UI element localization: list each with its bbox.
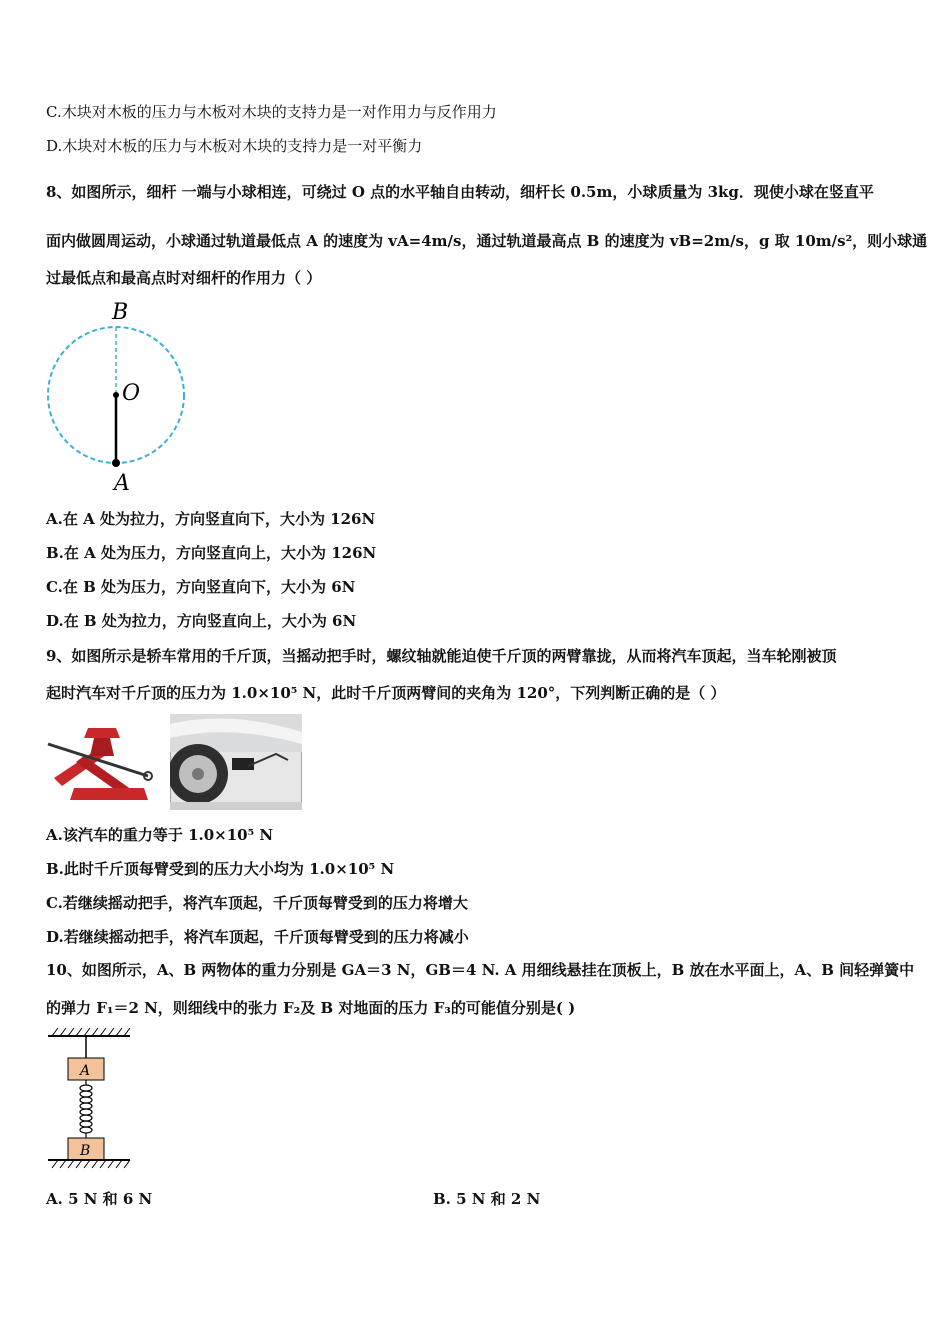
q10-option-b: B. 5 N 和 2 N (433, 1190, 541, 1208)
q9-option-a: A.该汽车的重力等于 1.0×10⁵ N (46, 826, 274, 844)
pivot-point (113, 392, 119, 398)
spring-blocks-figure (44, 1024, 136, 1170)
car-tire-photo (170, 714, 302, 810)
q8-option-b: B.在 A 处为压力，方向竖直向上，大小为 126N (46, 544, 377, 562)
q8-option-d: D.在 B 处为拉力，方向竖直向上，大小为 6N (46, 612, 357, 630)
ball (112, 459, 120, 467)
q9-option-b: B.此时千斤顶每臂受到的压力大小均为 1.0×10⁵ N (46, 860, 395, 878)
q9-stem-line2: 起时汽车对千斤顶的压力为 1.0×10⁵ N，此时千斤顶两臂间的夹角为 120°，下列判断正确的是（ ） (46, 684, 726, 702)
label-b: B (112, 300, 129, 325)
q7-option-c: C.木块对木板的压力与木板对木块的支持力是一对作用力与反作用力 (46, 103, 497, 121)
block-a-label: A (80, 1063, 91, 1079)
label-a: A (114, 471, 130, 496)
q8-stem-line1: 8、如图所示，细杆 一端与小球相连，可绕过 O 点的水平轴自由转动，细杆长 0.5m，小球质量为 3kg．现使小球在竖直平 (46, 183, 874, 201)
q7-option-d: D.木块对木板的压力与木板对木块的支持力是一对平衡力 (46, 137, 423, 155)
q8-stem-line3: 过最低点和最高点时对细杆的作用力（ ） (46, 269, 322, 287)
spring (80, 1080, 92, 1138)
q8-option-a: A.在 A 处为拉力，方向竖直向下，大小为 126N (46, 510, 376, 528)
block-b-label: B (80, 1143, 91, 1159)
q10-stem-line1: 10、如图所示，A、B 两物体的重力分别是 GA＝3 N，GB＝4 N. A 用细线悬挂在顶板上，B 放在水平面上，A、B 间轻弹簧中 (46, 961, 915, 979)
q9-option-d: D.若继续摇动把手，将汽车顶起，千斤顶每臂受到的压力将减小 (46, 928, 469, 946)
q8-stem-line2: 面内做圆周运动，小球通过轨道最低点 A 的速度为 vA=4m/s，通过轨道最高点 B 的速度为 vB=2m/s，g 取 10m/s²，则小球通 (46, 232, 928, 250)
q9-stem-line1: 9、如图所示是轿车常用的千斤顶，当摇动把手时，螺纹轴就能迫使千斤顶的两臂靠拢，从而将汽车顶起，当车轮刚被顶 (46, 647, 837, 665)
car-jack-image (44, 716, 156, 808)
label-o: O (122, 381, 141, 406)
circular-motion-figure (44, 296, 194, 496)
q9-option-c: C.若继续摇动把手，将汽车顶起，千斤顶每臂受到的压力将增大 (46, 894, 468, 912)
q10-stem-line2: 的弹力 F₁＝2 N，则细线中的张力 F₂及 B 对地面的压力 F₃的可能值分别是( ) (46, 999, 576, 1017)
q10-option-a: A. 5 N 和 6 N (46, 1190, 153, 1208)
q8-option-c: C.在 B 处为压力，方向竖直向下，大小为 6N (46, 578, 356, 596)
